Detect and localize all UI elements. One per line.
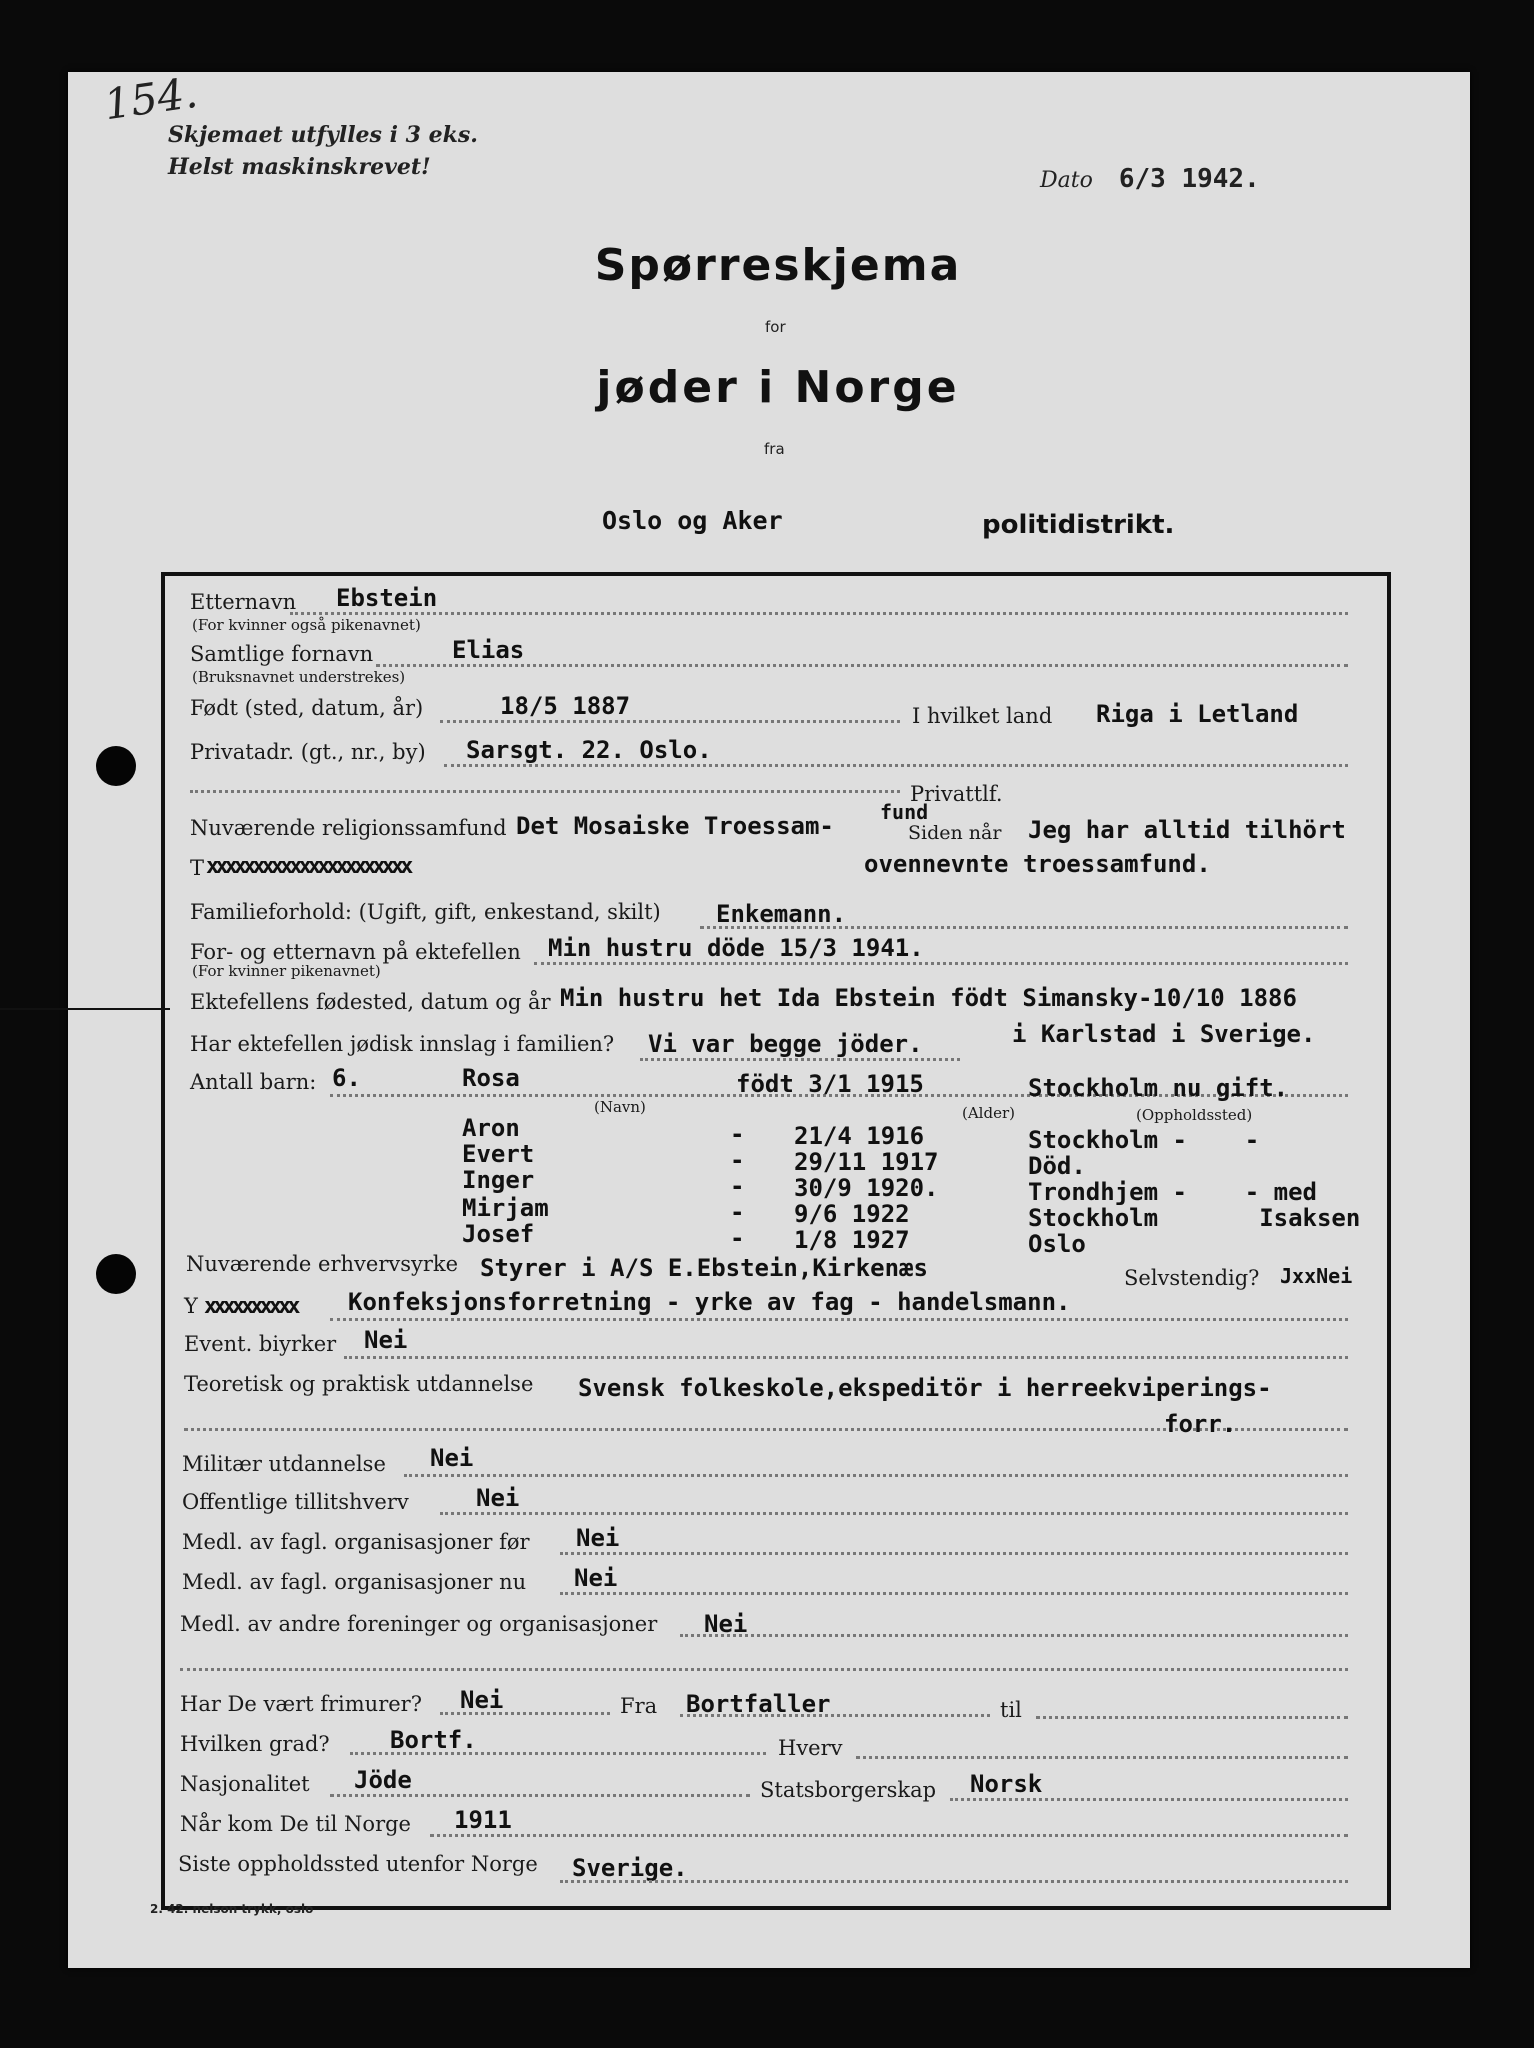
child-name: Evert [462, 1140, 535, 1168]
dotted-line [950, 1798, 1348, 1801]
dotted-line [560, 1592, 1348, 1595]
land-value: Riga i Letland [1096, 700, 1299, 728]
dotted-line [680, 1634, 1348, 1637]
org-for-value: Nei [576, 1524, 620, 1552]
org-andre-label: Medl. av andre foreninger og organisasjoner [180, 1612, 658, 1636]
ektefelle-fodested-value: Min hustru het Ida Ebstein födt Simansky-10/10 1886 [560, 984, 1297, 1012]
familieforhold-label: Familieforhold: (Ugift, gift, enkestand, skilt) [190, 900, 661, 924]
fra-label: Fra [620, 1694, 658, 1718]
religion-value: Det Mosaiske Troessam- [516, 812, 834, 840]
etternavn-label: Etternavn [190, 590, 297, 614]
dotted-line [404, 1474, 1348, 1477]
jodisk-label: Har ektefellen jødisk innslag i familien? [190, 1032, 615, 1056]
struck-out-text: xxxxxxxxxxxxxxxxxxxxxx [206, 854, 410, 879]
dotted-line [376, 664, 1348, 667]
norge-value: 1911 [454, 1806, 512, 1834]
fornavn-sub: (Bruksnavnet understrekes) [192, 668, 406, 686]
ektefelle-fodested-label: Ektefellens fødested, datum og år [190, 990, 551, 1014]
child-place: Stockholm nu gift. [1028, 1074, 1289, 1102]
familieforhold-value: Enkemann. [716, 900, 847, 928]
fra-word: fra [764, 440, 785, 458]
selvstendig-label: Selvstendig? [1124, 1266, 1260, 1290]
barn-label: Antall barn: [190, 1070, 317, 1094]
dotted-line [440, 1512, 1348, 1515]
nasjonalitet-label: Nasjonalitet [180, 1772, 310, 1796]
dato [1040, 164, 1260, 194]
org-andre-value: Nei [704, 1610, 748, 1638]
col-opphold: (Oppholdssted) [1136, 1106, 1253, 1124]
erhverv-value: Styrer i A/S E.Ebstein,Kirkenæs [480, 1254, 928, 1282]
district-value: Oslo og Aker [602, 506, 783, 535]
child-name: Mirjam [462, 1194, 549, 1222]
fornavn-value: Elias [452, 636, 525, 664]
dotted-line [180, 1668, 1348, 1671]
child-date: 29/11 1917 [794, 1148, 939, 1176]
dotted-line [1036, 1716, 1348, 1719]
jodisk-value: Vi var begge jöder. [648, 1030, 923, 1058]
utdannelse-value-2: forr. [1164, 1410, 1237, 1438]
dotted-line [330, 1318, 1348, 1321]
ektefelle-value: Min hustru döde 15/3 1941. [548, 934, 924, 962]
dotted-line [350, 1752, 766, 1755]
form-title: Spørreskjema [594, 240, 962, 291]
religion-label: Nuværende religionssamfund [190, 816, 507, 840]
form-subtitle: jøder i Norge [596, 362, 960, 413]
siden-label: Siden når [908, 822, 1002, 844]
child-place: Död. [1028, 1152, 1086, 1180]
child-date: 1/8 1927 [794, 1226, 910, 1254]
dotted-line [680, 1714, 990, 1717]
siste-value: Sverige. [572, 1854, 688, 1882]
selvstendig-value: JxxNei [1280, 1264, 1353, 1288]
dotted-line [640, 1058, 960, 1061]
child-place: Stockholm Isaksen [1028, 1204, 1361, 1232]
grad-value: Bortf. [390, 1726, 477, 1754]
for-word: for [765, 318, 786, 336]
frimurer-label: Har De vært frimurer? [180, 1692, 422, 1716]
ektefelle-fodested-value-2: i Karlstad i Sverige. [1012, 1020, 1316, 1048]
child-place: Oslo [1028, 1230, 1086, 1258]
printer-note: 2. 42. nelson trykk, oslo [150, 1902, 314, 1916]
dato-value: 6/3 1942. [1118, 164, 1260, 194]
fodt-label: Født (sted, datum, år) [190, 696, 424, 720]
org-for-label: Medl. av fagl. organisasjoner før [182, 1530, 530, 1554]
col-alder: (Alder) [962, 1104, 1015, 1122]
dato-label: Dato [1040, 168, 1093, 193]
tillit-value: Nei [476, 1484, 520, 1512]
child-dash: - [730, 1172, 745, 1200]
dotted-line [430, 1834, 1348, 1837]
child-name: Rosa [462, 1064, 520, 1092]
privattlf-label: Privattlf. [910, 782, 1003, 806]
dotted-line [344, 1356, 1348, 1359]
dotted-line [330, 1794, 750, 1797]
biyrker-value: Nei [364, 1326, 408, 1354]
frimurer-value: Nei [460, 1686, 504, 1714]
child-date: 30/9 1920. [794, 1174, 939, 1202]
norge-label: Når kom De til Norge [180, 1812, 411, 1836]
tillit-label: Offentlige tillitshverv [182, 1490, 409, 1514]
punch-hole [96, 1254, 136, 1294]
org-nu-value: Nei [574, 1564, 618, 1592]
religion-value-cont: fund [880, 800, 929, 824]
dotted-line [440, 1712, 610, 1715]
child-name: Josef [462, 1220, 535, 1248]
dotted-line [560, 1880, 1348, 1883]
ektefelle-sub: (For kvinner pikenavnet) [192, 962, 381, 980]
dotted-line [560, 1552, 1348, 1555]
statsborgerskap-label: Statsborgerskap [760, 1778, 937, 1802]
land-label: I hvilket land [912, 704, 1053, 728]
fodt-value: 18/5 1887 [500, 692, 631, 720]
edge-line [0, 1008, 170, 1010]
biyrker-label: Event. biyrker [184, 1332, 337, 1356]
privatadr-value: Sarsgt. 22. Oslo. [466, 736, 712, 764]
grad-label: Hvilken grad? [180, 1732, 330, 1756]
etternavn-value: Ebstein [336, 584, 438, 612]
siden-value: Jeg har alltid tilhört [1028, 816, 1346, 844]
district-label: politidistrikt. [982, 510, 1175, 540]
utdannelse-value: Svensk folkeskole,ekspeditör i herreekviperings- [578, 1374, 1272, 1402]
barn-count: 6. [332, 1064, 361, 1092]
siden-value-2: ovennevnte troessamfund. [864, 850, 1211, 878]
fra-value: Bortfaller [686, 1690, 831, 1718]
utdannelse-label: Teoretisk og praktisk utdannelse [184, 1372, 534, 1396]
org-nu-label: Medl. av fagl. organisasjoner nu [182, 1570, 527, 1594]
nasjonalitet-value: Jöde [354, 1766, 412, 1794]
child-dash: - [730, 1198, 745, 1226]
dotted-line [700, 926, 1348, 929]
militaer-value: Nei [430, 1444, 474, 1472]
child-place: Stockholm - - [1028, 1126, 1260, 1154]
hverv-label: Hverv [778, 1736, 843, 1760]
note-line: Skjemaet utfylles i 3 eks. [168, 122, 478, 148]
dotted-line [444, 764, 1348, 767]
struck-out-text: xxxxxxxxxx [204, 1294, 297, 1319]
statsborgerskap-value: Norsk [970, 1770, 1043, 1798]
child-dash: - [730, 1224, 745, 1252]
child-date: födt 3/1 1915 [736, 1070, 924, 1098]
page-number: 154. [101, 67, 201, 130]
child-date: 9/6 1922 [794, 1200, 910, 1228]
dotted-line [190, 790, 900, 793]
dotted-line [440, 720, 900, 723]
dotted-line [290, 612, 1348, 615]
child-date: 21/4 1916 [794, 1122, 925, 1150]
etternavn-sub: (For kvinner også pikenavnet) [192, 616, 421, 634]
til-label: til [1000, 1698, 1022, 1722]
dotted-line [534, 962, 1348, 965]
siste-label: Siste oppholdssted utenfor Norge [178, 1852, 538, 1876]
erhverv-label: Nuværende erhvervsyrke [186, 1252, 459, 1276]
child-name: Aron [462, 1114, 520, 1142]
child-dash: - [730, 1120, 745, 1148]
child-place: Trondhjem - - med [1028, 1178, 1317, 1206]
ektefelle-label: For- og etternavn på ektefellen [190, 940, 521, 964]
yrke-value: Konfeksjonsforretning - yrke av fag - handelsmann. [348, 1288, 1071, 1316]
child-dash: - [730, 1146, 745, 1174]
col-navn: (Navn) [594, 1098, 646, 1116]
struck-label: T [190, 856, 205, 880]
punch-hole [96, 746, 136, 786]
fornavn-label: Samtlige fornavn [190, 642, 374, 666]
note-line: Helst maskinskrevet! [168, 154, 431, 180]
privatadr-label: Privatadr. (gt., nr., by) [190, 740, 426, 764]
child-name: Inger [462, 1166, 535, 1194]
yrke-label: Y [184, 1294, 198, 1318]
militaer-label: Militær utdannelse [182, 1452, 386, 1476]
dotted-line [856, 1756, 1348, 1759]
